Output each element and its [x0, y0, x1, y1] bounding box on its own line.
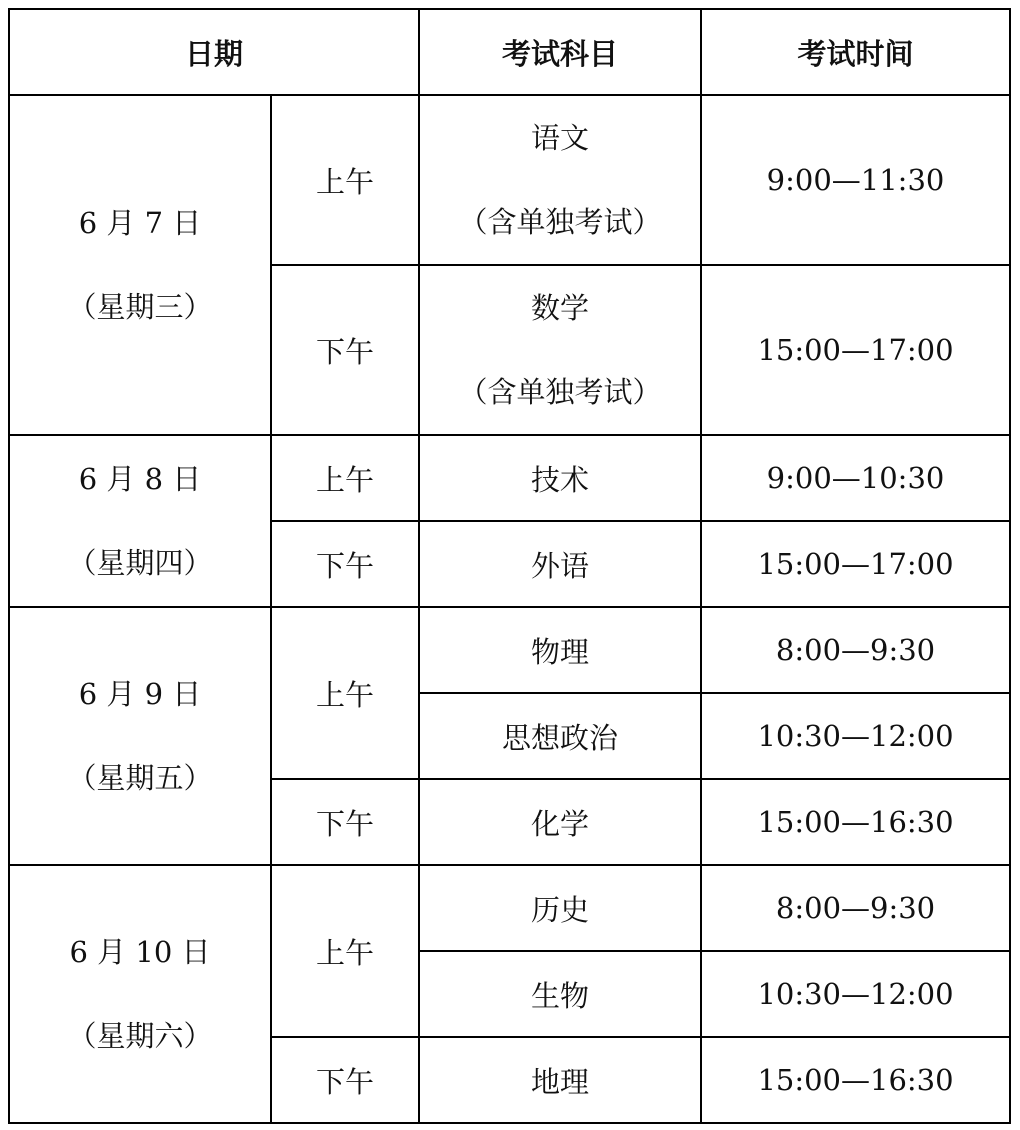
period-cell: 上午 [271, 865, 419, 1037]
subject-note: （含单独考试） [458, 375, 662, 409]
weekday-text: （星期五） [67, 761, 213, 795]
period-cell: 上午 [271, 607, 419, 779]
period-cell: 下午 [271, 779, 419, 865]
header-time: 考试时间 [701, 9, 1010, 95]
time-cell: 8:00—9:30 [701, 865, 1010, 951]
subject-cell: 生物 [419, 951, 701, 1037]
weekday-text: （星期六） [67, 1019, 213, 1053]
time-cell: 9:00—10:30 [701, 435, 1010, 521]
subject-name: 数学 [531, 291, 590, 325]
time-cell: 10:30—12:00 [701, 951, 1010, 1037]
period-cell: 下午 [271, 1037, 419, 1123]
period-cell: 下午 [271, 265, 419, 435]
period-cell: 上午 [271, 435, 419, 521]
period-cell: 下午 [271, 521, 419, 607]
table-row [9, 607, 1010, 693]
table-row [9, 95, 1010, 265]
date-cell [9, 865, 271, 1123]
exam-schedule-table [8, 8, 1011, 1124]
time-cell: 8:00—9:30 [701, 607, 1010, 693]
period-cell: 上午 [271, 95, 419, 265]
subject-name: 语文 [531, 121, 590, 155]
time-cell: 9:00—11:30 [701, 95, 1010, 265]
header-row [9, 9, 1010, 95]
subject-cell [419, 95, 701, 265]
subject-cell: 技术 [419, 435, 701, 521]
subject-cell: 化学 [419, 779, 701, 865]
date-text: 6 月 10 日 [69, 935, 211, 969]
subject-cell: 地理 [419, 1037, 701, 1123]
date-cell [9, 607, 271, 865]
subject-cell: 物理 [419, 607, 701, 693]
time-cell: 15:00—17:00 [701, 265, 1010, 435]
weekday-text: （星期三） [67, 290, 213, 324]
subject-cell [419, 265, 701, 435]
table-row [9, 865, 1010, 951]
header-date: 日期 [9, 9, 419, 95]
header-subject: 考试科目 [419, 9, 701, 95]
time-cell: 15:00—16:30 [701, 779, 1010, 865]
subject-cell: 思想政治 [419, 693, 701, 779]
subject-note: （含单独考试） [458, 205, 662, 239]
date-cell [9, 435, 271, 607]
date-text: 6 月 9 日 [78, 677, 202, 711]
subject-cell: 外语 [419, 521, 701, 607]
weekday-text: （星期四） [67, 546, 213, 580]
subject-cell: 历史 [419, 865, 701, 951]
time-cell: 10:30—12:00 [701, 693, 1010, 779]
table-row [9, 435, 1010, 521]
date-cell [9, 95, 271, 435]
time-cell: 15:00—16:30 [701, 1037, 1010, 1123]
date-text: 6 月 7 日 [78, 206, 202, 240]
date-text: 6 月 8 日 [78, 462, 202, 496]
time-cell: 15:00—17:00 [701, 521, 1010, 607]
